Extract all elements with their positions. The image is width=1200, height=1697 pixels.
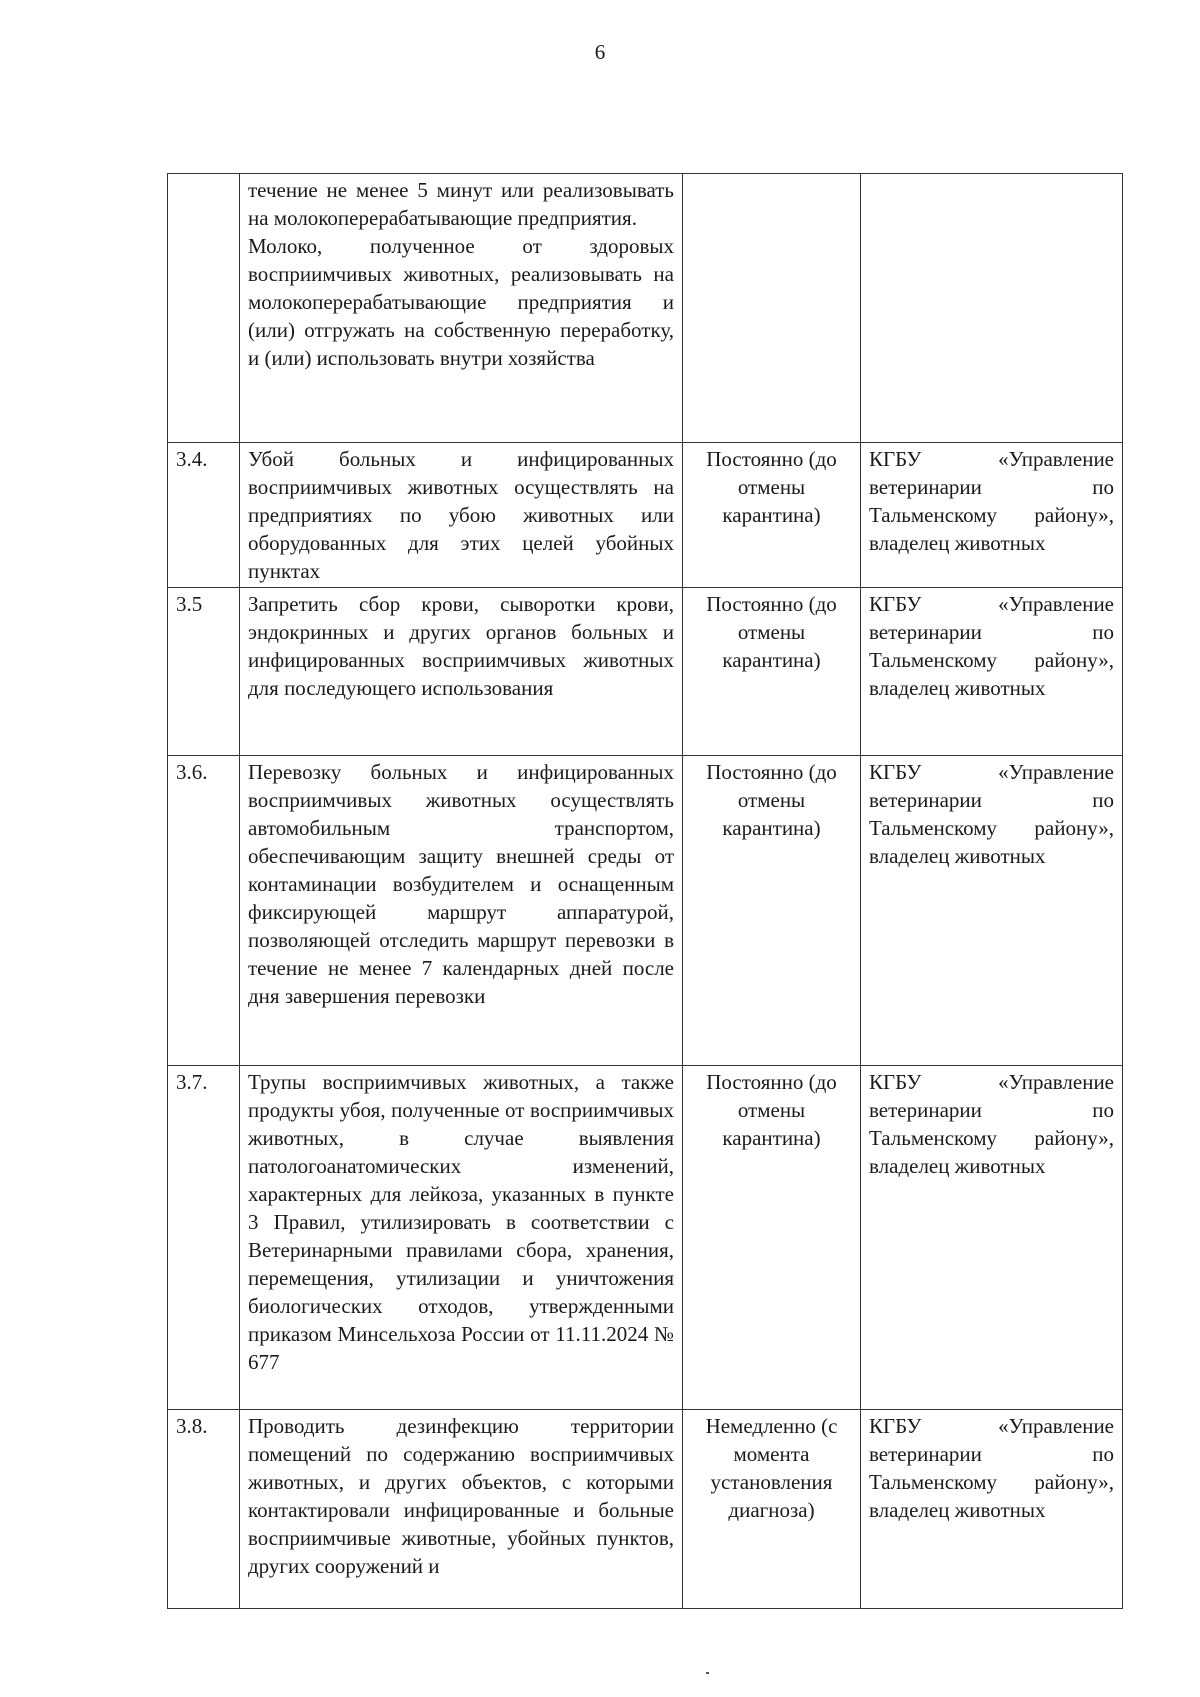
- row-number: 3.8.: [168, 1410, 240, 1609]
- measure-term: [683, 174, 861, 443]
- table-row: [168, 588, 1123, 756]
- measure-responsible: КГБУ «Управление ветеринарии по Тальменскому району», владелец животных: [861, 1410, 1123, 1609]
- measure-term: Постоянно (до отмены карантина): [683, 756, 861, 1066]
- table-row: [168, 756, 1123, 1066]
- measure-responsible: [861, 174, 1123, 443]
- table-row: [168, 1410, 1123, 1609]
- measure-responsible: КГБУ «Управление ветеринарии по Тальменскому району», владелец животных: [861, 756, 1123, 1066]
- row-number: [168, 174, 240, 443]
- measure-term: Постоянно (до отмены карантина): [683, 1066, 861, 1410]
- page-number: 6: [594, 40, 606, 64]
- row-number: 3.4.: [168, 443, 240, 588]
- measure-text: Запретить сбор крови, сыворотки крови, эндокринных и других органов больных и инфицированных восприимчивых животных для последующего использования: [240, 588, 683, 756]
- scan-speck: [706, 1672, 709, 1674]
- measure-text: Трупы восприимчивых животных, а также продукты убоя, полученные от восприимчивых животных, в случае выявления патологоанатомических изменений, характерных для лейкоза, указанных в пункте 3 Правил, утилизировать в соответствии с Ветеринарными правилами сбора, хранения, перемещения, утилизации и уничтожения биологических отходов, утвержденными приказом Минсельхоза России от 11.11.2024 № 677: [240, 1066, 683, 1410]
- row-number: 3.5: [168, 588, 240, 756]
- measures-table: [167, 173, 1123, 1609]
- table-row: [168, 443, 1123, 588]
- measure-text: Проводить дезинфекцию территории помещений по содержанию восприимчивых животных, и других объектов, с которыми контактировали инфицированные и больные восприимчивые животные, убойных пунктов, других сооружений и: [240, 1410, 683, 1609]
- measure-term: Немедленно (с момента установления диагноза): [683, 1410, 861, 1609]
- table-row: [168, 174, 1123, 443]
- measure-responsible: КГБУ «Управление ветеринарии по Тальменскому району», владелец животных: [861, 1066, 1123, 1410]
- row-number: 3.7.: [168, 1066, 240, 1410]
- measure-responsible: КГБУ «Управление ветеринарии по Тальменскому району», владелец животных: [861, 443, 1123, 588]
- measure-text: течение не менее 5 минут или реализовывать на молокоперерабатывающие предприятия. Молоко, полученное от здоровых восприимчивых животных, реализовывать на молокоперерабатывающие предприятия и (или) отгружать на собственную переработку, и (или) использовать внутри хозяйства: [240, 174, 683, 443]
- measure-text: Убой больных и инфицированных восприимчивых животных осуществлять на предприятиях по убою животных или оборудованных для этих целей убойных пунктах: [240, 443, 683, 588]
- measure-term: Постоянно (до отмены карантина): [683, 443, 861, 588]
- measure-text: Перевозку больных и инфицированных восприимчивых животных осуществлять автомобильным транспортом, обеспечивающим защиту внешней среды от контаминации возбудителем и оснащенным фиксирующей маршрут аппаратурой, позволяющей отследить маршрут перевозки в течение не менее 7 календарных дней после дня завершения перевозки: [240, 756, 683, 1066]
- table-row: [168, 1066, 1123, 1410]
- measure-responsible: КГБУ «Управление ветеринарии по Тальменскому району», владелец животных: [861, 588, 1123, 756]
- row-number: 3.6.: [168, 756, 240, 1066]
- measure-term: Постоянно (до отмены карантина): [683, 588, 861, 756]
